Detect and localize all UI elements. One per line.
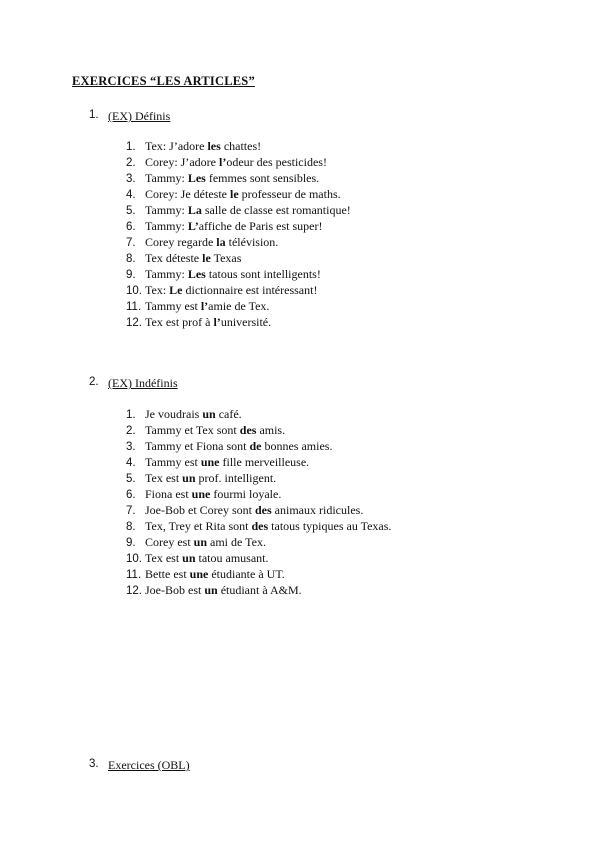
- item-text: Corey est: [145, 535, 194, 549]
- item-text: Tex déteste: [145, 251, 203, 265]
- section-number: 2.: [89, 376, 99, 388]
- list-item: [126, 154, 351, 170]
- list-item: [126, 518, 391, 534]
- list-item: [126, 186, 351, 202]
- item-number: 5.: [126, 205, 136, 217]
- item-article: L’: [187, 219, 199, 233]
- item-number: 4.: [126, 457, 136, 469]
- item-text: Tammy et Tex sont: [145, 423, 240, 437]
- item-text: Tex est: [145, 471, 183, 485]
- item-article: une: [191, 487, 211, 501]
- item-text: prof. intelligent.: [195, 471, 277, 485]
- item-article: une: [200, 455, 220, 469]
- item-number: 11.: [126, 301, 142, 313]
- item-text: Joe-Bob est: [145, 583, 205, 597]
- item-text: étudiante à UT.: [208, 567, 285, 581]
- item-article: Les: [187, 267, 206, 281]
- item-text: animaux ridicules.: [271, 503, 364, 517]
- item-number: 1.: [126, 409, 136, 421]
- item-article: une: [189, 567, 209, 581]
- item-number: 7.: [126, 505, 136, 517]
- list-item: [126, 486, 391, 502]
- item-number: 7.: [126, 237, 136, 249]
- list-item: [126, 422, 391, 438]
- item-text: Corey: J’adore: [145, 155, 219, 169]
- item-text: professeur de maths.: [238, 187, 341, 201]
- item-number: 6.: [126, 221, 136, 233]
- item-text: Tex est: [145, 551, 183, 565]
- item-text: fille merveilleuse.: [219, 455, 310, 469]
- item-number: 9.: [126, 269, 136, 281]
- item-text: Texas: [210, 251, 242, 265]
- item-text: Tammy et Fiona sont: [145, 439, 250, 453]
- item-number: 2.: [126, 157, 136, 169]
- item-article: La: [187, 203, 202, 217]
- item-article: l’: [218, 155, 227, 169]
- list-item: [126, 454, 391, 470]
- item-text: Corey regarde: [145, 235, 217, 249]
- item-number: 10.: [126, 285, 142, 297]
- item-article: des: [239, 423, 257, 437]
- item-text: Tex est prof à: [145, 315, 214, 329]
- item-text: Tex, Trey et Rita sont: [145, 519, 252, 533]
- item-number: 12.: [126, 585, 142, 597]
- item-article: l’: [200, 299, 209, 313]
- item-number: 6.: [126, 489, 136, 501]
- list-item: [126, 138, 351, 154]
- item-text: café.: [215, 407, 242, 421]
- item-article: un: [182, 551, 196, 565]
- item-number: 5.: [126, 473, 136, 485]
- item-article: le: [229, 187, 239, 201]
- item-article: le: [202, 251, 211, 265]
- item-text: université.: [220, 315, 272, 329]
- item-text: Tammy:: [145, 171, 188, 185]
- item-number: 11.: [126, 569, 142, 581]
- item-number: 3.: [126, 173, 136, 185]
- item-article: de: [249, 439, 262, 453]
- section-title: (EX) Indéfinis: [108, 376, 178, 390]
- list-item: [126, 438, 391, 454]
- item-text: tatous sont intelligents!: [205, 267, 321, 281]
- section-title: Exercices (OBL): [108, 758, 190, 772]
- item-article: un: [182, 471, 196, 485]
- section-2-list: [126, 406, 391, 598]
- item-number: 1.: [126, 141, 136, 153]
- item-article: un: [204, 583, 218, 597]
- list-item: [126, 298, 351, 314]
- item-text: Tammy:: [145, 203, 188, 217]
- item-number: 10.: [126, 553, 142, 565]
- list-item: [126, 218, 351, 234]
- list-item: [126, 550, 391, 566]
- item-text: fourmi loyale.: [210, 487, 282, 501]
- item-text: Tammy:: [145, 267, 188, 281]
- item-text: Fiona est: [145, 487, 192, 501]
- item-number: 12.: [126, 317, 142, 329]
- list-item: [126, 582, 391, 598]
- item-text: amis.: [256, 423, 286, 437]
- item-article: un: [193, 535, 208, 549]
- item-article: l’: [213, 315, 221, 329]
- item-text: Tex: J’adore: [145, 139, 208, 153]
- section-1-list: [126, 138, 351, 330]
- section-number: 3.: [89, 758, 99, 770]
- list-item: [126, 282, 351, 298]
- list-item: [126, 566, 391, 582]
- list-item: [126, 250, 351, 266]
- item-text: télévision.: [225, 235, 279, 249]
- list-item: [126, 202, 351, 218]
- item-number: 9.: [126, 537, 136, 549]
- item-text: étudiant à A&M.: [217, 583, 302, 597]
- item-article: les: [207, 139, 221, 153]
- item-text: tatous typiques au Texas.: [268, 519, 392, 533]
- list-item: [126, 266, 351, 282]
- list-item: [126, 534, 391, 550]
- item-text: ami de Tex.: [207, 535, 266, 549]
- item-text: femmes sont sensibles.: [205, 171, 320, 185]
- item-text: dictionnaire est intéressant!: [182, 283, 318, 297]
- item-number: 4.: [126, 189, 136, 201]
- list-item: [126, 502, 391, 518]
- list-item: [126, 470, 391, 486]
- list-item: [126, 170, 351, 186]
- list-item: [126, 234, 351, 250]
- section-title: (EX) Définis: [108, 109, 171, 123]
- item-text: Corey: Je déteste: [145, 187, 230, 201]
- section-number: 1.: [89, 109, 99, 121]
- item-article: la: [216, 235, 226, 249]
- item-text: tatou amusant.: [195, 551, 269, 565]
- list-item: [126, 314, 351, 330]
- item-text: Tex:: [145, 283, 170, 297]
- item-text: bonnes amies.: [261, 439, 333, 453]
- item-number: 8.: [126, 253, 136, 265]
- item-number: 3.: [126, 441, 136, 453]
- item-text: chattes!: [220, 139, 262, 153]
- item-article: un: [202, 407, 216, 421]
- list-item: [126, 406, 391, 422]
- item-number: 8.: [126, 521, 136, 533]
- document-title: EXERCICES “LES ARTICLES”: [72, 74, 255, 88]
- item-text: Bette est: [145, 567, 190, 581]
- item-text: odeur des pesticides!: [226, 155, 327, 169]
- item-text: Tammy est: [145, 299, 201, 313]
- item-text: Tammy est: [145, 455, 201, 469]
- item-article: des: [255, 503, 272, 517]
- item-text: Tammy:: [145, 219, 188, 233]
- item-article: Le: [169, 283, 183, 297]
- item-number: 2.: [126, 425, 136, 437]
- item-text: salle de classe est romantique!: [201, 203, 351, 217]
- item-text: Je voudrais: [145, 407, 203, 421]
- item-article: des: [251, 519, 269, 533]
- item-article: Les: [187, 171, 206, 185]
- item-text: Joe-Bob et Corey sont: [145, 503, 255, 517]
- item-text: amie de Tex.: [208, 299, 270, 313]
- item-text: affiche de Paris est super!: [198, 219, 323, 233]
